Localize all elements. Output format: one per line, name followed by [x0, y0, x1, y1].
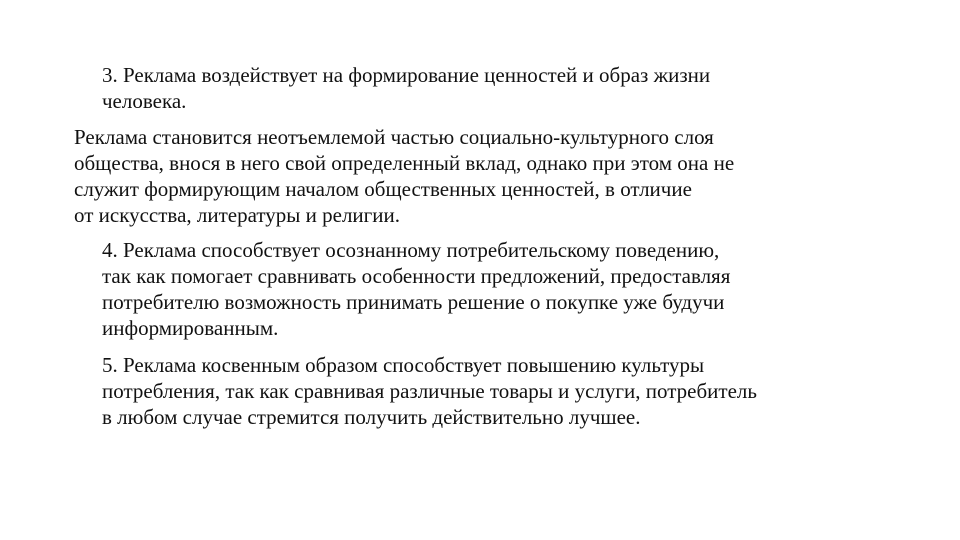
point-3-paragraph — [102, 62, 710, 114]
text-line: потребления, так как сравнивая различные товары и услуги, потребитель — [102, 379, 757, 403]
text-line: потребителю возможность принимать решение о покупке уже будучи — [102, 290, 725, 314]
text-line: 5. Реклама косвенным образом способствует повышению культуры — [102, 353, 705, 377]
point-4-paragraph — [102, 237, 730, 341]
text-line: информированным. — [102, 316, 279, 340]
text-line: 3. Реклама воздействует на формирование ценностей и образ жизни — [102, 63, 711, 87]
explanation-paragraph — [74, 124, 734, 228]
text-line: так как помогает сравнивать особенности предложений, предоставляя — [102, 264, 731, 288]
point-5-paragraph — [102, 352, 757, 430]
text-line: в любом случае стремится получить действительно лучшее. — [102, 405, 641, 429]
text-line: общества, внося в него свой определенный вклад, однако при этом она не — [74, 151, 735, 175]
text-line: от искусства, литературы и религии. — [74, 203, 401, 227]
text-line: Реклама становится неотъемлемой частью социально-культурного слоя — [74, 125, 714, 149]
text-line: служит формирующим началом общественных ценностей, в отличие — [74, 177, 692, 201]
text-line: 4. Реклама способствует осознанному потребительскому поведению, — [102, 238, 720, 262]
text-line: человека. — [102, 89, 187, 113]
